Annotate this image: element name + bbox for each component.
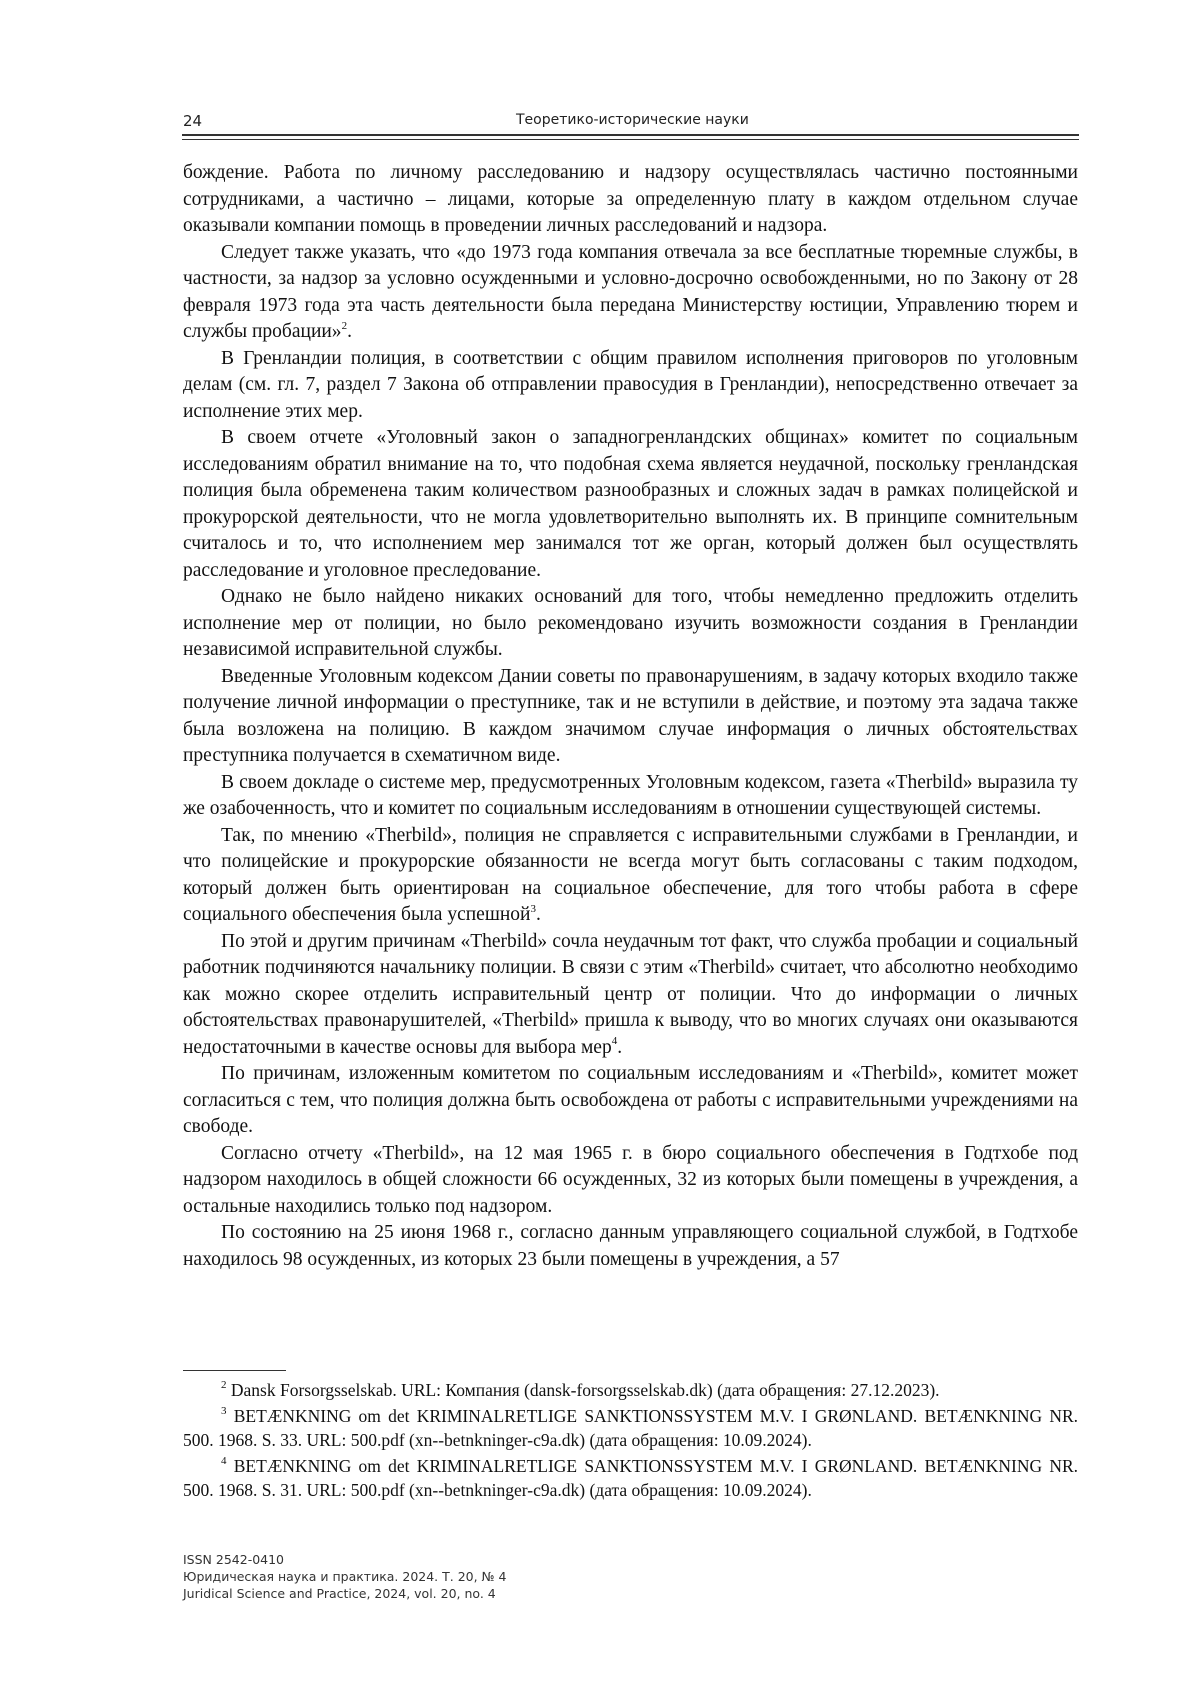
page-number: 24 [183, 112, 203, 130]
paragraph [183, 1141, 1078, 1221]
footnote-mark: 3 [221, 1404, 227, 1417]
footnote-text: BETÆNKNING om det KRIMINALRETLIGE SANKTIONSSYSTEM M.V. I GRØNLAND. BETÆNKNING NR. 500. 1968. S. 31. URL: 500.pdf (xn--betnkninger-c9a.dk) (дата обращения: 10.09.2024). [183, 1455, 1078, 1500]
paragraph [183, 425, 1078, 584]
punctuation: . [535, 904, 541, 925]
paragraph [183, 823, 1078, 929]
issn: ISSN 2542-0410 [183, 1552, 285, 1567]
header-rule-thin [182, 139, 1079, 140]
footnote-separator [183, 1370, 286, 1371]
footnote [183, 1378, 1078, 1403]
paragraph [183, 664, 1078, 770]
footnotes [183, 1378, 1078, 1504]
paragraph-text: В своем докладе о системе мер, предусмотренных Уголовным кодексом, газета «Therbild» выразила ту же озабоченность, что и комитет по социальным исследованиям в отношении существующей системы. [183, 771, 1078, 819]
paragraph-text: Введенные Уголовным кодексом Дании советы по правонарушениям, в задачу которых входило также получение личной информации о преступнике, так и не вступили в действие, и поэтому эта задача также была возложена на полицию. В каждом значимом случае информация о личных обстоятельствах преступника получается в схематичном виде. [183, 665, 1078, 766]
footnote-ref[interactable]: 3 [530, 902, 536, 915]
paragraph-text: бождение. Работа по личному расследованию и надзору осуществлялась частично постоянными сотрудниками, а частично – лицами, которые за определенную плату в каждом отдельном случае оказывали компании помощь в проведении личных расследований и надзора. [183, 162, 1078, 236]
article-body [183, 160, 1078, 1273]
paragraph [183, 770, 1078, 823]
paragraph-text: По причинам, изложенным комитетом по социальным исследованиям и «Therbild», комитет может согласиться с тем, что полиция должна быть освобождена от работы с исправительными учреждениями на свободе. [183, 1063, 1078, 1137]
paragraph [183, 929, 1078, 1062]
paragraph [183, 1061, 1078, 1141]
paragraph-text: Однако не было найдено никаких оснований для того, чтобы немедленно предложить отделить исполнение мер от полиции, но было рекомендовано изучить возможности создания в Гренландии независимой исправительной службы. [183, 586, 1078, 660]
footnote-text: Dansk Forsorgsselskab. URL: Компания (dansk-forsorgsselskab.dk) (дата обращения: 27.12.2023). [226, 1380, 940, 1400]
footnote-ref[interactable]: 4 [611, 1035, 618, 1047]
paragraph [183, 240, 1078, 346]
journal-title-en: Juridical Science and Practice, 2024, vol. 20, no. 4 [183, 1586, 496, 1601]
running-title: Теоретико-исторические науки [516, 112, 749, 128]
footnote-ref[interactable]: 2 [341, 319, 348, 332]
footnote-text: BETÆNKNING om det KRIMINALRETLIGE SANKTIONSSYSTEM M.V. I GRØNLAND. BETÆNKNING NR. 500. 1968. S. 33. URL: 500.pdf (xn--betnkninger-c9a.dk) (дата обращения: 10.09.2024). [183, 1405, 1078, 1450]
paragraph-text: По состоянию на 25 июня 1968 г., согласно данным управляющего социальной службой, в Годтхобе находилось 98 осужденных, из которых 23 были помещены в учреждения, а 57 [183, 1222, 1078, 1270]
punctuation: . [347, 321, 352, 342]
paragraph-text: По этой и другим причинам «Therbild» сочла неудачным тот факт, что служба пробации и социальный работник подчиняются начальнику полиции. В связи с этим «Therbild» считает, что абсолютно необходимо как можно скорее отделить исправительный центр от полиции. Что до информации о личных обстоятельствах правонарушителей, «Therbild» пришла к выводу, что во многих случаях они оказываются недостаточными в качестве основы для выбора мер [183, 930, 1078, 1058]
punctuation: . [617, 1036, 623, 1058]
paragraph-text: Следует также указать, что «до 1973 года компания отвечала за все бесплатные тюремные службы, в частности, за надзор за условно осужденными и условно-досрочно освобожденными, но по Закону от 28 февраля 1973 года эта часть деятельности была передана Министерству юстиции, Управлению тюрем и службы пробации» [183, 241, 1078, 342]
paragraph [183, 160, 1078, 240]
header-rule-thick [182, 134, 1079, 136]
footnote [183, 1454, 1078, 1503]
paragraph-text: В своем отчете «Уголовный закон о западногренландских общинах» комитет по социальным исследованиям обратил внимание на то, что подобная схема является неудачной, поскольку гренландская полиция была обременена таким количеством разнообразных и сложных задач в рамках полицейской и прокурорской деятельности, что не могла удовлетворительно выполнять их. В принципе сомнительным считалось и то, что исполнением мер занимался тот же орган, который должен был осуществлять расследование и уголовное преследование. [183, 427, 1078, 581]
footnote-mark: 4 [221, 1454, 227, 1467]
paragraph-text: Так, по мнению «Therbild», полиция не справляется с исправительными службами в Гренландии, и что полицейские и прокурорские обязанности не всегда могут быть согласованы с таким подходом, который должен быть ориентирован на социальное обеспечение, для того чтобы работа в сфере социального обеспечения была успешной [183, 824, 1078, 925]
paragraph-text: В Гренландии полиция, в соответствии с общим правилом исполнения приговоров по уголовным делам (см. гл. 7, раздел 7 Закона об отправлении правосудия в Гренландии), непосредственно отвечает за исполнение этих мер. [183, 347, 1078, 422]
journal-title-ru: Юридическая наука и практика. 2024. Т. 20, № 4 [183, 1569, 507, 1584]
footnote [183, 1404, 1078, 1453]
paragraph [183, 1220, 1078, 1273]
paragraph [183, 346, 1078, 426]
footnote-mark: 2 [221, 1379, 227, 1392]
paragraph-text: Согласно отчету «Therbild», на 12 мая 1965 г. в бюро социального обеспечения в Годтхобе под надзором находилось в общей сложности 66 осужденных, 32 из которых были помещены в учреждения, а остальные находились только под надзором. [183, 1142, 1078, 1217]
paragraph [183, 584, 1078, 664]
journal-footer [183, 1551, 506, 1602]
